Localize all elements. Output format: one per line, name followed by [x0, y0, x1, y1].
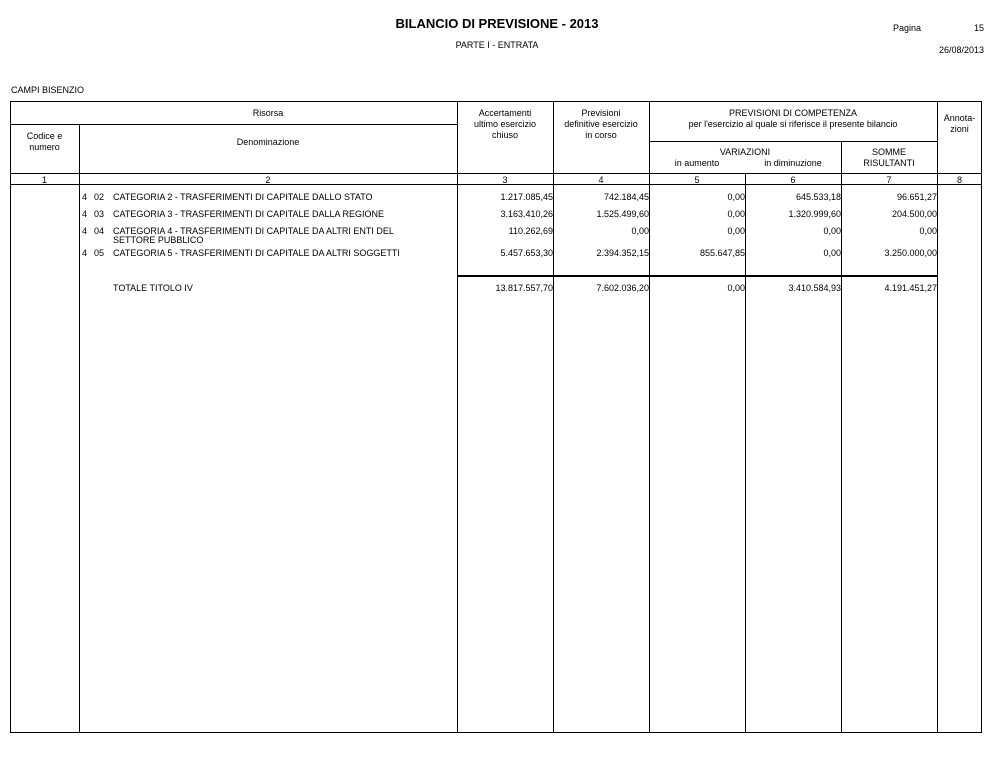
header-accertamenti-l1: Accertamenti: [478, 108, 532, 118]
row-titolo: 4: [82, 248, 88, 258]
row-somme: 0,00: [919, 226, 937, 236]
page-title: BILANCIO DI PREVISIONE - 2013: [395, 16, 599, 31]
header-previsioni-l3: in corso: [585, 130, 617, 140]
column-number-1: 1: [41, 175, 47, 185]
header-somme-l1: SOMME: [871, 147, 906, 157]
row-titolo: 4: [82, 226, 88, 236]
row-diminuzione: 0,00: [823, 226, 841, 236]
row-accertamenti: 3.163.410,26: [500, 209, 553, 219]
header-accertamenti-l3: chiuso: [491, 130, 518, 140]
column-number-6: 6: [790, 175, 796, 185]
row-categoria: 03: [94, 209, 105, 219]
total-diminuzione: 3.410.584,93: [788, 283, 841, 293]
row-accertamenti: 5.457.653,30: [500, 248, 553, 258]
page-subtitle: PARTE I - ENTRATA: [455, 40, 539, 50]
header-competenza-l1: PREVISIONI DI COMPETENZA: [728, 108, 858, 118]
row-aumento: 855.647,85: [699, 248, 745, 258]
column-number-2: 2: [265, 175, 271, 185]
row-aumento: 0,00: [727, 192, 745, 202]
row-aumento: 0,00: [727, 209, 745, 219]
row-diminuzione: 1.320.999,60: [788, 209, 841, 219]
row-accertamenti: 1.217.085,45: [500, 192, 553, 202]
row-categoria: 05: [94, 248, 105, 258]
header-competenza-l2: per l'esercizio al quale si riferisce il presente bilancio: [688, 119, 898, 129]
row-titolo: 4: [82, 192, 88, 202]
row-categoria: 04: [94, 226, 105, 236]
header-risorsa: Risorsa: [252, 108, 284, 118]
header-previsioni-l1: Previsioni: [581, 108, 621, 118]
page-label: Pagina: [893, 23, 922, 33]
row-denominazione-continued: SETTORE PUBBLICO: [113, 235, 204, 245]
row-denominazione: CATEGORIA 2 - TRASFERIMENTI DI CAPITALE DALLO STATO: [113, 192, 373, 202]
row-categoria: 02: [94, 192, 105, 202]
column-number-5: 5: [694, 175, 700, 185]
column-number-7: 7: [886, 175, 892, 185]
total-aumento: 0,00: [727, 283, 745, 293]
column-number-3: 3: [502, 175, 508, 185]
header-variazioni: VARIAZIONI: [719, 147, 771, 157]
total-accertamenti: 13.817.557,70: [495, 283, 553, 293]
page-number: 15: [973, 23, 984, 33]
row-previsioni: 742.184,45: [603, 192, 649, 202]
row-previsioni: 2.394.352,15: [596, 248, 649, 258]
row-somme: 96.651,27: [896, 192, 937, 202]
row-diminuzione: 0,00: [823, 248, 841, 258]
row-somme: 3.250.000,00: [884, 248, 937, 258]
total-somme: 4.191.451,27: [884, 283, 937, 293]
header-annotazioni-l2: zioni: [950, 124, 969, 134]
row-diminuzione: 645.533,18: [795, 192, 841, 202]
row-titolo: 4: [82, 209, 88, 219]
header-somme-l2: RISULTANTI: [863, 158, 915, 168]
column-number-8: 8: [956, 175, 962, 185]
header-in-diminuzione: in diminuzione: [764, 158, 822, 168]
header-annotazioni-l1: Annota-: [943, 113, 976, 123]
row-aumento: 0,00: [727, 226, 745, 236]
header-previsioni-l2: definitive esercizio: [564, 119, 638, 129]
header-denominazione: Denominazione: [236, 137, 300, 147]
header-in-aumento: in aumento: [674, 158, 720, 168]
header-codice-line2: numero: [29, 142, 60, 152]
row-previsioni: 0,00: [631, 226, 649, 236]
row-denominazione: CATEGORIA 5 - TRASFERIMENTI DI CAPITALE DA ALTRI SOGGETTI: [113, 248, 400, 258]
header-codice-line1: Codice e: [26, 131, 63, 141]
row-denominazione: CATEGORIA 3 - TRASFERIMENTI DI CAPITALE DALLA REGIONE: [113, 209, 385, 219]
entity-name: CAMPI BISENZIO: [11, 85, 85, 95]
column-number-4: 4: [598, 175, 604, 185]
row-accertamenti: 110.262,69: [508, 226, 553, 236]
row-somme: 204.500,00: [891, 209, 937, 219]
total-previsioni: 7.602.036,20: [596, 283, 649, 293]
row-denominazione: CATEGORIA 4 - TRASFERIMENTI DI CAPITALE DA ALTRI ENTI DEL: [113, 226, 394, 236]
header-accertamenti-l2: ultimo esercizio: [473, 119, 537, 129]
row-previsioni: 1.525.499,60: [596, 209, 649, 219]
report-date: 26/08/2013: [938, 45, 984, 55]
total-label: TOTALE TITOLO IV: [113, 283, 193, 293]
